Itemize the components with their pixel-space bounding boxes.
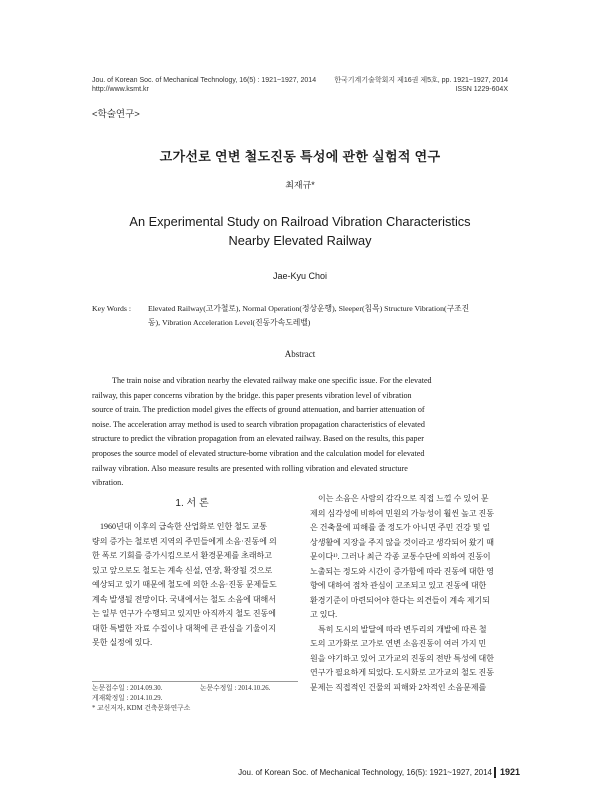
received-date: 논문접수일 : 2014.09.30.: [92, 685, 163, 692]
section-tag: <학술연구>: [92, 109, 140, 120]
text-line: 노출되는 정도와 시간이 증가함에 따라 진동에 대한 영: [310, 566, 495, 576]
text-line: 도의 고가화로 고가로 연변 소음진동이 여러 가지 민: [310, 639, 487, 648]
text-line: 한 폭로 기회를 증가시킴으로서 환경문제를 초래하고: [92, 551, 273, 560]
text-line: 못한 실정에 있다.: [92, 638, 153, 647]
abstract-line: The train noise and vibration nearby the elevated railway make one specific issue. For the elevated: [112, 376, 432, 385]
abstract-line: structure to predict the vibration propagation from an elevated railway. Based on the results, this paper: [92, 434, 424, 444]
footer-separator: [494, 767, 496, 778]
text-line: 이는 소음은 사람의 감각으로 직접 느낄 수 있어 문: [318, 494, 489, 503]
text-line: 상생활에 지장을 주지 않을 것이라고 생각되어 왔기 때: [310, 537, 495, 547]
abstract-body: [92, 374, 508, 491]
title-korean: 고가선로 연변 철도진동 특성에 관한 실험적 연구: [159, 149, 441, 164]
text-line: 량의 증가는 철로변 지역의 주민들에게 소음·진동에 의: [92, 536, 277, 546]
text-line: 제의 심각성에 비하여 민원의 가능성이 훨씬 높고 진동: [310, 508, 495, 518]
issn: ISSN 1229-604X: [455, 86, 508, 93]
accepted-date: 게재확정일 : 2014.10.29.: [92, 695, 163, 702]
footer-citation: Jou. of Korean Soc. of Mechanical Technology, 16(5): 1921~1927, 2014: [238, 768, 492, 777]
footnote-divider: [92, 681, 298, 682]
keywords-label: Key Words :: [92, 304, 132, 313]
text-line: 은 건축물에 피해를 줄 정도가 아니면 주민 건강 및 일: [310, 523, 491, 532]
revised-date: 논문수정일 : 2014.10.26.: [200, 685, 271, 692]
author-english: Jae-Kyu Choi: [272, 271, 328, 281]
text-line: 있고 앞으로도 철도는 계속 신설, 연장, 확장될 것으로: [92, 565, 273, 575]
title-english-line1: An Experimental Study on Railroad Vibration Characteristics: [129, 214, 471, 229]
text-line: 문이다¹⁾. 그러나 최근 각종 교통수단에 의하여 진동이: [310, 552, 491, 561]
title-english-line2: Nearby Elevated Railway: [228, 233, 372, 248]
journal-citation-ko: 한국기계기술학회지 제16권 제5호, pp. 1921~1927, 2014: [334, 77, 508, 84]
text-line: 환경기준이 마련되어야 한다는 의견들이 계속 제기되: [310, 595, 491, 605]
text-line: 1960년대 이후의 급속한 산업화로 인한 철도 교통: [100, 522, 268, 531]
text-line: 연구가 필요하게 되었다. 도시화로 고가교의 철도 진동: [310, 668, 495, 677]
keywords-line1: Elevated Railway(고가철로), Normal Operation(정상운행), Sleeper(침목) Structure Vibration(구조진: [148, 304, 470, 313]
abstract-line: railway, this paper concerns vibration by the bridge. this paper presents vibration level of vibration: [92, 390, 412, 400]
section-heading-introduction: 1. 서 론: [175, 498, 209, 509]
text-line: 대한 특별한 자료 수집이나 대책에 큰 관심을 기울이지: [92, 623, 277, 633]
page-number: 1921: [500, 767, 521, 777]
text-line: 원을 야기하고 있어 고가교의 진동의 전반 특성에 대한: [310, 653, 495, 663]
text-line: 고 있다.: [310, 610, 338, 619]
text-line: 계속 발생될 전망이다. 국내에서는 철도 소음에 대해서: [92, 594, 277, 604]
journal-citation-en: Jou. of Korean Soc. of Mechanical Technology, 16(5) : 1921~1927, 2014: [92, 77, 317, 84]
abstract-line: noise. The acceleration array method is used to search vibration propagation characteristics of elevated: [92, 419, 425, 429]
corresponding-author-note: * 교신저자, KDM 건축문화연구소: [92, 705, 191, 712]
text-line: 예상되고 있기 때문에 철도에 의한 소음·진동 문제들도: [92, 580, 277, 589]
text-line: 특히 도시의 발달에 따라 변두리의 개발에 따른 철: [318, 624, 487, 634]
author-korean: 최재규*: [285, 180, 315, 190]
abstract-line: source of train. The prediction model gives the effects of ground attenuation, and barrier attenuation of: [92, 405, 425, 415]
abstract-heading: Abstract: [284, 349, 316, 359]
text-line: 향에 대하여 점차 관심이 고조되고 있고 진동에 대한: [310, 581, 487, 590]
text-line: 문제는 직접적인 건물의 피해와 2차적인 소음문제를: [310, 682, 487, 692]
abstract-line: railway vibration. Also measure results are presented with rolling vibration and elevated structure: [92, 463, 408, 473]
journal-url: http://www.ksmt.kr: [92, 86, 149, 93]
keywords-line2: 동), Vibration Acceleration Level(진동가속도레벨): [148, 318, 311, 327]
intro-right-column: [310, 492, 515, 695]
abstract-line: proposes the source model of elevated structure-borne vibration and the calculation model for elevated: [92, 448, 425, 458]
intro-left-column: [92, 520, 292, 651]
text-line: 는 일부 연구가 수행되고 있지만 아직까지 철도 진동에: [92, 609, 277, 618]
abstract-line: vibration.: [92, 478, 124, 488]
